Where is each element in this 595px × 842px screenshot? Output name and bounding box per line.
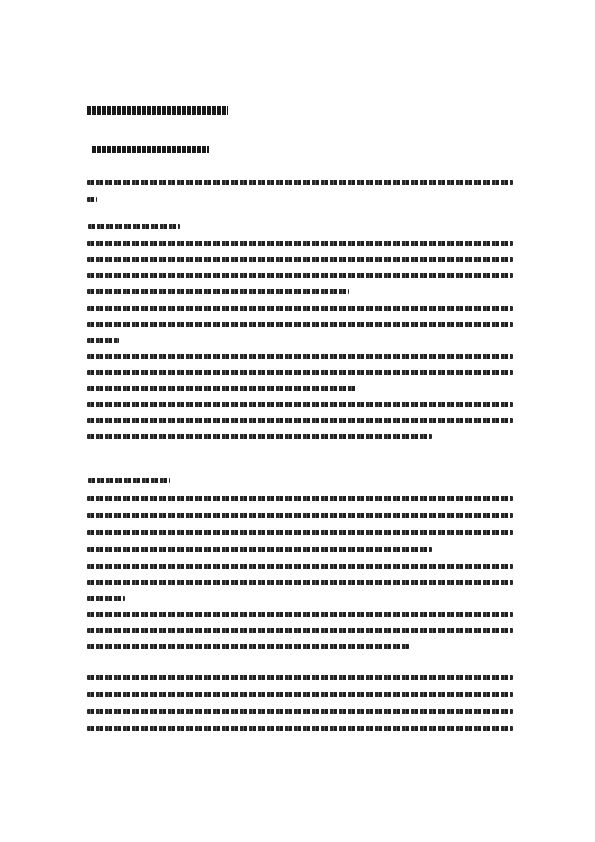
text-line	[87, 434, 432, 439]
text-line	[87, 241, 513, 246]
text-line	[87, 580, 513, 585]
subtitle-stroke	[92, 146, 209, 153]
text-line	[87, 726, 513, 731]
text-line	[87, 675, 513, 680]
text-line	[87, 289, 349, 294]
text-line	[87, 496, 513, 501]
text-line	[87, 273, 513, 278]
section-heading-line	[88, 478, 170, 483]
text-line	[87, 564, 513, 569]
text-line	[87, 180, 513, 185]
text-line	[87, 513, 513, 518]
section-heading-line	[88, 224, 180, 229]
text-line	[87, 628, 513, 633]
title-stroke	[87, 106, 228, 115]
text-line	[87, 692, 513, 697]
text-line	[87, 530, 513, 535]
text-line	[87, 386, 357, 391]
text-line	[87, 370, 513, 375]
text-line	[87, 322, 513, 327]
text-line	[87, 338, 119, 343]
text-line	[87, 709, 513, 714]
text-line	[87, 354, 513, 359]
text-line	[87, 596, 125, 601]
text-line	[87, 418, 513, 423]
text-line	[87, 612, 513, 617]
text-line	[87, 197, 97, 202]
text-line	[87, 402, 513, 407]
text-line	[87, 257, 513, 262]
text-line	[87, 547, 432, 552]
text-line	[87, 306, 513, 311]
text-line	[87, 644, 409, 649]
